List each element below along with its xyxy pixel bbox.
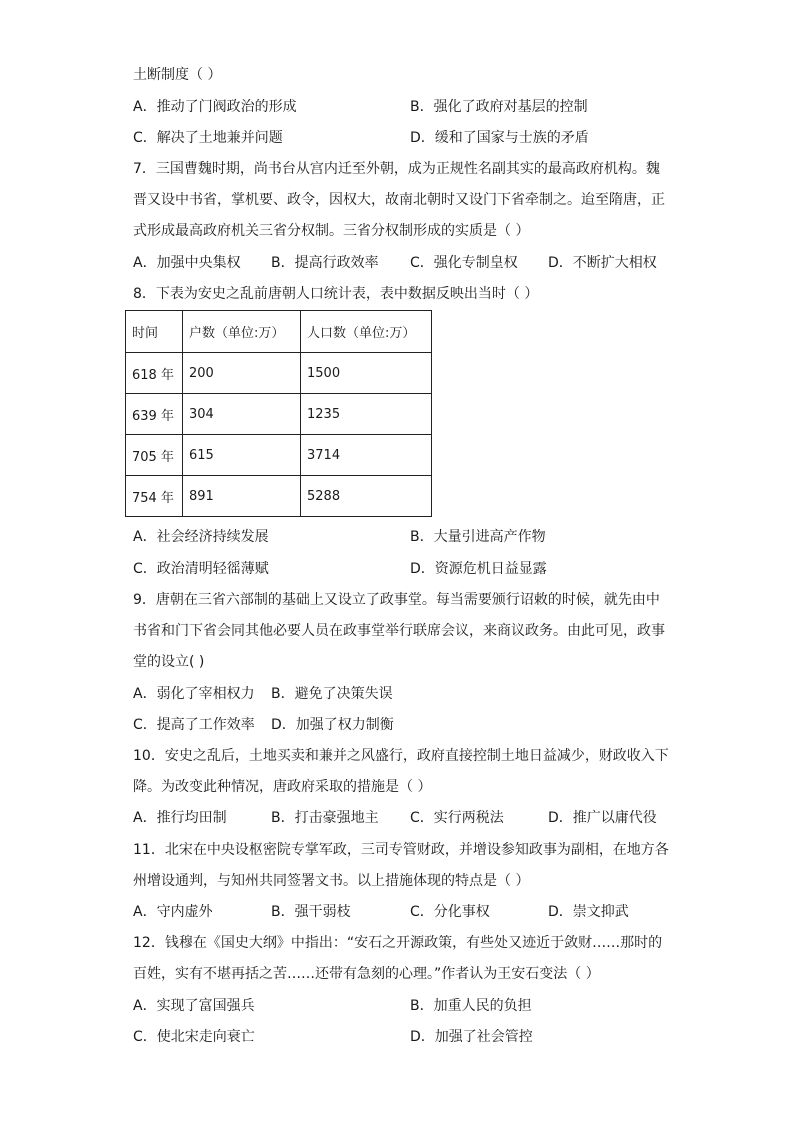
q9-stem-line: 9．唐朝在三省六部制的基础上又设立了政事堂。每当需要颁行诏敕的时候，就先由中	[133, 592, 660, 608]
q12-option-a: A．实现了富国强兵	[133, 998, 255, 1014]
q9-stem-line: 堂的设立( )	[133, 654, 205, 670]
q6-option-c: C．解决了土地兼并问题	[133, 130, 283, 146]
q12-option-c: C．使北宋走向衰亡	[133, 1029, 255, 1045]
q11-option-d: D．崇文抑武	[548, 904, 629, 920]
q11-stem-line: 11．北宋在中央设枢密院专掌军政，三司专管财政，并增设参知政事为副相，在地方各	[133, 842, 669, 858]
q10-option-c: C．实行两税法	[410, 810, 504, 826]
q12-stem-line: 百姓，实有不堪再括之苦……还带有急刻的心理。”作者认为王安石变法（ ）	[133, 966, 600, 982]
q9-option-d: D．加强了权力制衡	[271, 717, 394, 733]
table-cell: 5288	[301, 476, 432, 517]
q10-stem-line: 降。为改变此种情况，唐政府采取的措施是（ ）	[133, 779, 432, 795]
table-cell: 3714	[301, 435, 432, 476]
table-row	[126, 353, 432, 394]
table-cell: 304	[183, 394, 301, 435]
q12-stem-line: 12．钱穆在《国史大纲》中指出：“安石之开源政策，有些处又迹近于敛财……那时的	[133, 935, 663, 951]
q9-option-a: A．弱化了宰相权力	[133, 686, 255, 702]
q6-stem: 土断制度（ ）	[133, 67, 222, 83]
q8-option-d: D．资源危机日益显露	[410, 561, 547, 577]
q9-option-b: B．避免了决策失误	[271, 686, 393, 702]
table-header-cell: 人口数（单位:万）	[301, 311, 432, 353]
population-table	[125, 310, 432, 517]
table-cell: 891	[183, 476, 301, 517]
q11-option-b: B．强干弱枝	[271, 904, 351, 920]
q9-option-c: C．提高了工作效率	[133, 717, 255, 733]
q6-option-d: D．缓和了国家与士族的矛盾	[410, 130, 589, 146]
table-row	[126, 394, 432, 435]
q8-option-b: B．大量引进高产作物	[410, 529, 546, 545]
q6-option-a: A．推动了门阀政治的形成	[133, 99, 297, 115]
q12-option-b: B．加重人民的负担	[410, 998, 532, 1014]
q12-option-d: D．加强了社会管控	[410, 1029, 533, 1045]
q11-option-c: C．分化事权	[410, 904, 490, 920]
q8-option-c: C．政治清明轻徭薄赋	[133, 561, 269, 577]
q7-option-b: B．提高行政效率	[271, 255, 379, 271]
q11-option-a: A．守内虚外	[133, 904, 213, 920]
table-cell: 200	[183, 353, 301, 394]
q11-stem-line: 州增设通判，与知州共同签署文书。以上措施体现的特点是（ ）	[133, 873, 530, 889]
q10-stem-line: 10．安史之乱后，土地买卖和兼并之风盛行，政府直接控制土地日益减少，财政收入下	[133, 748, 669, 764]
q7-option-c: C．强化专制皇权	[410, 255, 518, 271]
q10-option-d: D．推广以庸代役	[548, 810, 657, 826]
table-cell: 1235	[301, 394, 432, 435]
table-cell: 1500	[301, 353, 432, 394]
q7-stem-line: 晋又设中书省，掌机要、政令，因权大，故南北朝时又设门下省牵制之。迨至隋唐，正	[133, 192, 665, 208]
table-header-cell: 户数（单位:万）	[183, 311, 301, 353]
table-row	[126, 435, 432, 476]
q7-stem-line: 7．三国曹魏时期，尚书台从宫内迁至外朝，成为正规性名副其实的最高政府机构。魏	[133, 161, 660, 177]
q10-option-b: B．打击豪强地主	[271, 810, 379, 826]
q8-option-a: A．社会经济持续发展	[133, 529, 269, 545]
table-header-cell: 时间	[126, 311, 183, 353]
table-cell: 639 年	[126, 394, 183, 435]
q9-stem-line: 书省和门下省会同其他必要人员在政事堂举行联席会议，来商议政务。由此可见，政事	[133, 623, 665, 639]
table-header-row	[126, 311, 432, 353]
q7-option-d: D．不断扩大相权	[548, 255, 657, 271]
q10-option-a: A．推行均田制	[133, 810, 227, 826]
table-cell: 705 年	[126, 435, 183, 476]
q6-option-b: B．强化了政府对基层的控制	[410, 99, 588, 115]
table-row	[126, 476, 432, 517]
q8-stem-line: 8．下表为安史之乱前唐朝人口统计表，表中数据反映出当时（ ）	[133, 286, 539, 302]
table-cell: 615	[183, 435, 301, 476]
q7-option-a: A．加强中央集权	[133, 255, 241, 271]
table-cell: 618 年	[126, 353, 183, 394]
q7-stem-line: 式形成最高政府机关三省分权制。三省分权制形成的实质是（ ）	[133, 223, 530, 239]
table-cell: 754 年	[126, 476, 183, 517]
